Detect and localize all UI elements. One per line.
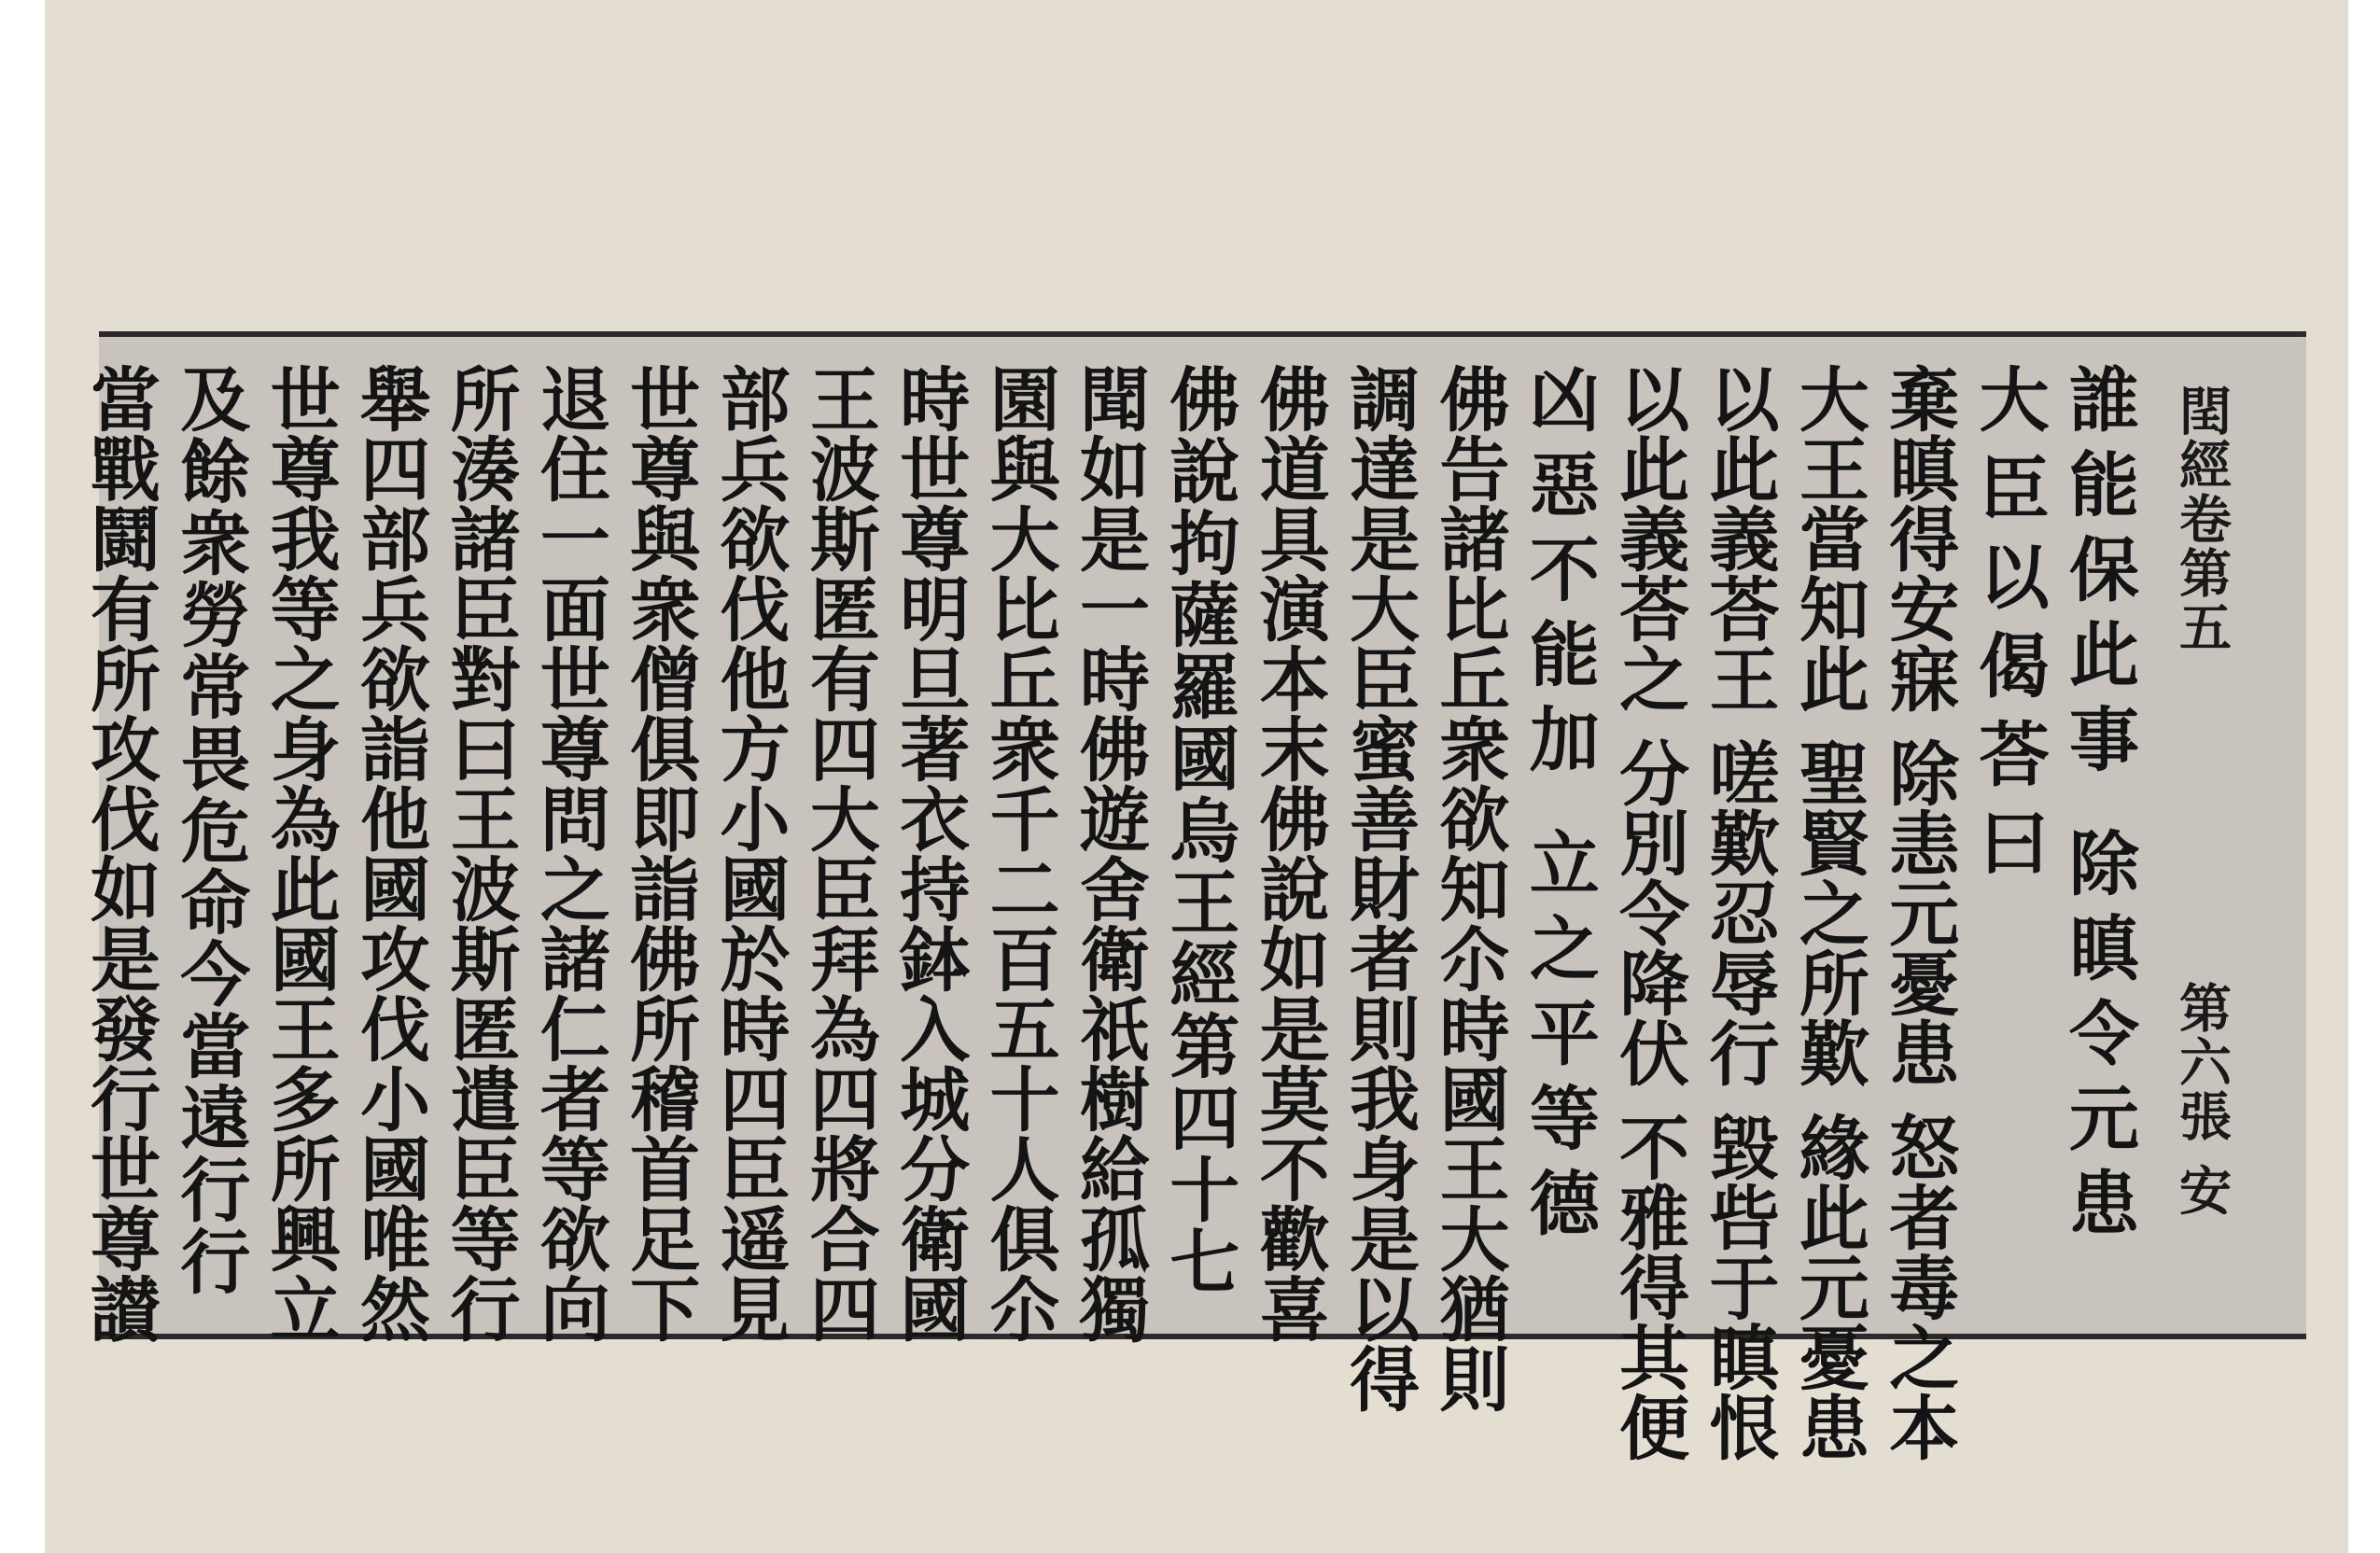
text-column-3: 棄瞋得安寐 除恚元憂患 怒者毒之本: [1878, 363, 1961, 1462]
text-column-8: 佛告諸比丘衆欲知尒時國王大猶則: [1428, 363, 1511, 1413]
text-column-14: 時世尊明旦著衣持鉢入城分衛國: [889, 363, 972, 1343]
text-column-1: 誰能保此事 除瞋令元患: [2058, 363, 2140, 1252]
text-column-4: 大王當知此 聖賢之所歎 緣此元憂患: [1787, 363, 1870, 1462]
text-column-23: 當戰鬪有所攻伐如是發行世尊讃: [79, 363, 161, 1343]
text-column-22: 及餘衆勞常畏危命今當遠行行: [169, 363, 252, 1297]
margin-sutra-title: 𨳝經卷第五: [2171, 384, 2233, 654]
text-column-19: 所湊諸臣對曰王波斯匿遣臣等行: [439, 363, 522, 1343]
text-column-10: 佛道具演本末佛說如是莫不歡喜: [1248, 363, 1331, 1343]
printed-text-block: [79, 331, 2306, 1462]
text-column-11: 佛說拘薩羅國烏王經第四十七: [1158, 363, 1241, 1297]
text-column-6: 以此義荅之 分別令降伏 不雅得其便: [1608, 363, 1691, 1462]
text-column-5: 以此義荅王 嗟歎忍辱行 毀呰于瞋恨: [1698, 363, 1781, 1462]
text-column-7: 凶惡不能加 立之平等德: [1518, 363, 1601, 1252]
text-column-16: 部兵欲伐他方小國於時四臣遥見: [708, 363, 791, 1343]
margin-page-number: 第六張 安: [2171, 981, 2233, 1218]
text-column-20: 舉四部兵欲詣他國攻伐小國唯然: [349, 363, 432, 1343]
text-column-12: 聞如是一時佛遊舍衛祇樹給孤獨: [1069, 363, 1151, 1343]
paper-sheet: [45, 0, 2348, 1553]
text-column-21: 世尊我等之身為此國王多所興立: [259, 363, 342, 1343]
text-column-2: 大臣以偈荅曰: [1967, 363, 2051, 895]
text-column-15: 王波斯匿有四大臣拜為四將合四: [798, 363, 881, 1343]
text-column-9: 調達是大臣蜜善財者則我身是以得: [1338, 363, 1421, 1413]
text-column-18: 退住一面世尊問之諸仁者等欲向: [528, 363, 611, 1343]
text-column-17: 世尊與衆僧俱即詣佛所稽首足下: [619, 363, 702, 1343]
text-column-13: 園與大比丘衆千二百五十人俱尒: [978, 363, 1061, 1343]
